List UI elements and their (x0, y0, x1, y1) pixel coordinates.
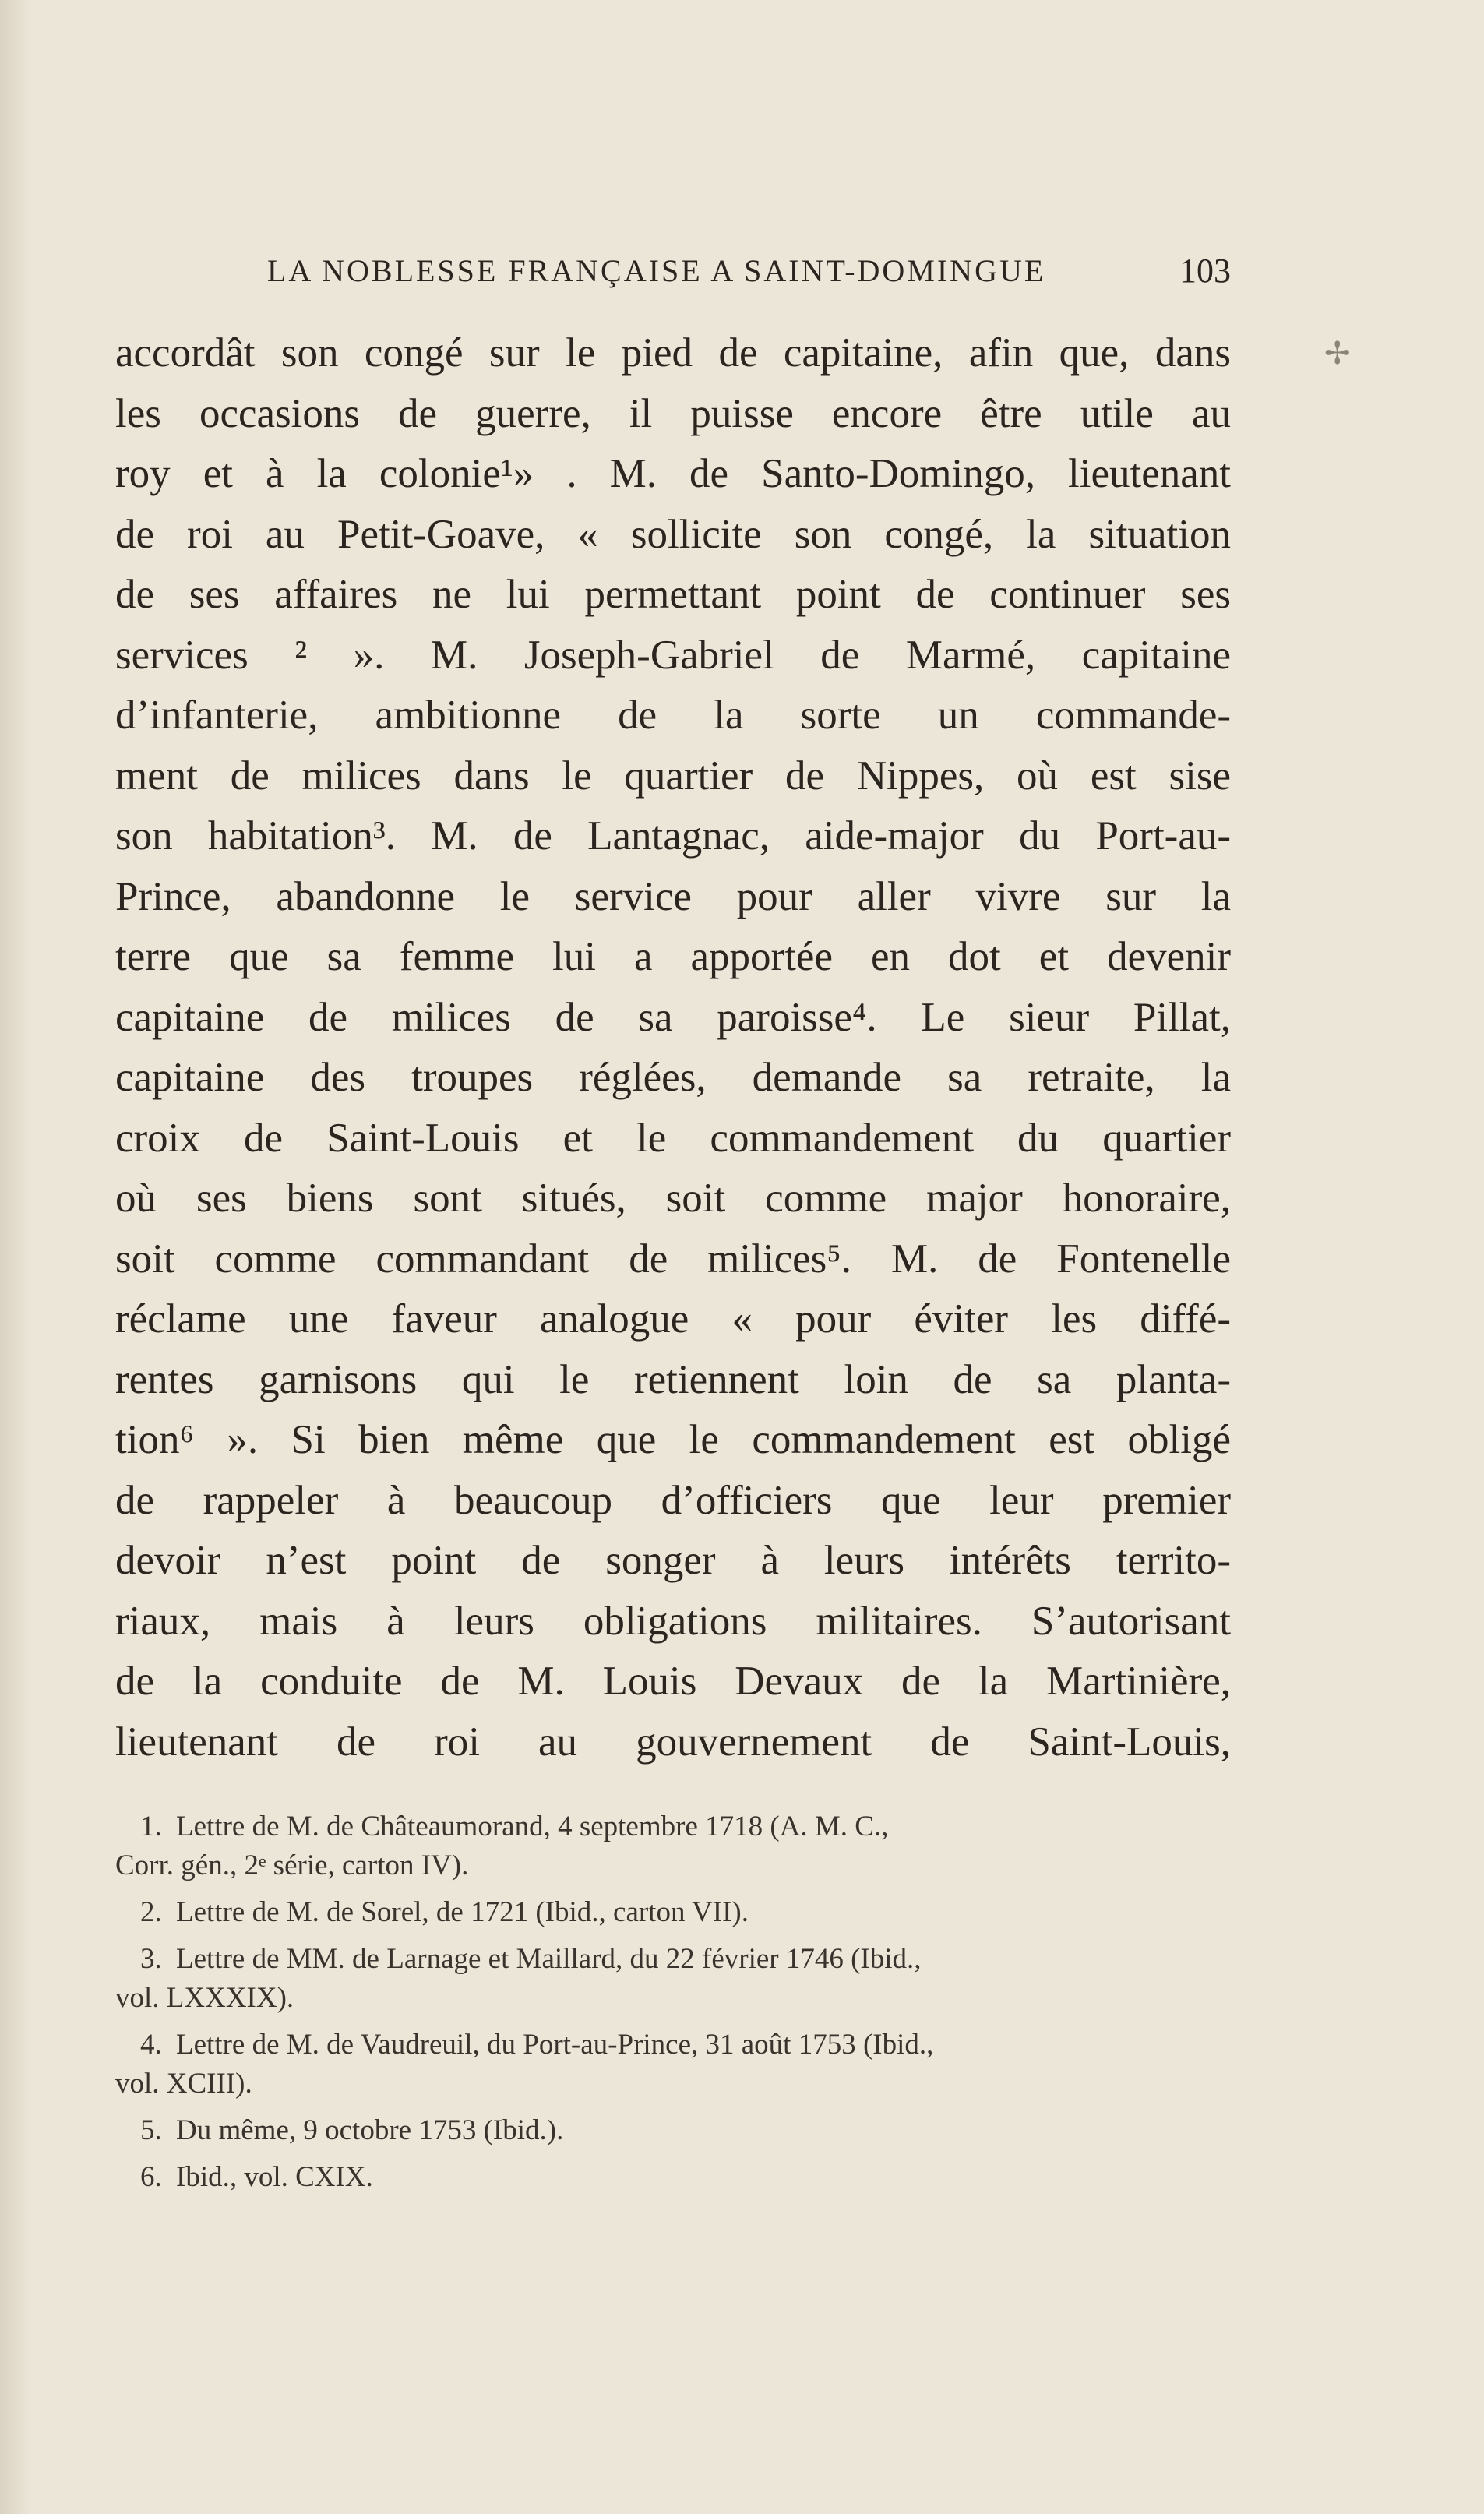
page-edge-shadow (0, 0, 31, 2514)
footnote (115, 2158, 1231, 2197)
footnote-label: 2. (140, 1896, 162, 1928)
body-line: d’infanterie, ambitionne de la sorte un commande- (115, 693, 1231, 738)
footnote-label: 4. (140, 2029, 162, 2061)
margin-mark-icon: ✢ (1324, 336, 1351, 371)
footnote-line (115, 1979, 1231, 2018)
footnote-text: vol. XCIII). (115, 2068, 252, 2100)
footnote (115, 2111, 1231, 2150)
footnote-text: Du même, 9 octobre 1753 (Ibid.). (176, 2114, 564, 2146)
footnote-line (115, 1807, 1231, 1846)
body-line: de rappeler à beaucoup d’officiers que leur premier (115, 1477, 1231, 1523)
footnote-line (115, 2064, 1231, 2103)
body-line: tion⁶ ». Si bien même que le commandement est obligé (115, 1417, 1231, 1462)
footnote-label: 5. (140, 2114, 162, 2146)
footnote-label: 3. (140, 1943, 162, 1975)
body-line: de ses affaires ne lui permettant point de continuer ses (115, 572, 1231, 617)
footnote-line (115, 2111, 1231, 2150)
page-header (115, 248, 1231, 294)
footnotes (115, 1807, 1231, 2205)
body-line: croix de Saint-Louis et le commandement du quartier (115, 1115, 1231, 1161)
footnote (115, 1940, 1231, 2018)
footnote-text: Lettre de M. de Châteaumorand, 4 septembre 1718 (A. M. C., (176, 1811, 889, 1842)
body-line: accordât son congé sur le pied de capitaine, afin que, dans (115, 330, 1231, 376)
footnote-line (115, 2026, 1231, 2064)
body-line: son habitation³. M. de Lantagnac, aide-major du Port-au- (115, 813, 1231, 859)
body-line: Prince, abandonne le service pour aller vivre sur la (115, 873, 1231, 919)
footnote (115, 2026, 1231, 2103)
body-line: devoir n’est point de songer à leurs intérêts territo- (115, 1538, 1231, 1583)
body-line: de roi au Petit-Goave, « sollicite son congé, la situation (115, 511, 1231, 557)
body-line: roy et à la colonie¹» . M. de Santo-Domingo, lieutenant (115, 451, 1231, 496)
footnote-text: Lettre de MM. de Larnage et Maillard, du 22 février 1746 (Ibid., (176, 1943, 922, 1975)
body-line: capitaine de milices de sa paroisse⁴. Le sieur Pillat, (115, 994, 1231, 1040)
running-head: LA NOBLESSE FRANÇAISE A SAINT-DOMINGUE (267, 253, 1046, 288)
footnote (115, 1807, 1231, 1885)
footnote-text: Corr. gén., 2ᵉ série, carton IV). (115, 1849, 469, 1881)
footnote-line (115, 1940, 1231, 1979)
body-line: où ses biens sont situés, soit comme major honoraire, (115, 1176, 1231, 1221)
body-line: réclame une faveur analogue « pour éviter les diffé- (115, 1296, 1231, 1342)
body-line: riaux, mais à leurs obligations militaires. S’autorisant (115, 1598, 1231, 1644)
body-line: capitaine des troupes réglées, demande sa retraite, la (115, 1055, 1231, 1100)
body-line: les occasions de guerre, il puisse encore être utile au (115, 390, 1231, 436)
footnote-line (115, 1846, 1231, 1885)
footnote-label: 1. (140, 1811, 162, 1842)
footnote-line (115, 1893, 1231, 1932)
body-line: ment de milices dans le quartier de Nippes, où est sise (115, 753, 1231, 799)
body-line: services ² ». M. Joseph-Gabriel de Marmé, capitaine (115, 632, 1231, 678)
body-line: soit comme commandant de milices⁵. M. de Fontenelle (115, 1236, 1231, 1282)
page-number: 103 (1179, 252, 1231, 290)
body-line: de la conduite de M. Louis Devaux de la Martinière, (115, 1659, 1231, 1704)
footnote-label: 6. (140, 2161, 162, 2193)
footnote-text: Lettre de M. de Vaudreuil, du Port-au-Prince, 31 août 1753 (Ibid., (176, 2029, 934, 2061)
footnote-text: vol. LXXXIX). (115, 1982, 294, 2014)
footnote-text: Ibid., vol. CXIX. (176, 2161, 373, 2193)
footnote (115, 1893, 1231, 1932)
body-line: lieutenant de roi au gouvernement de Saint-Louis, (115, 1719, 1231, 1765)
body-line: rentes garnisons qui le retiennent loin de sa planta- (115, 1356, 1231, 1402)
footnote-text: Lettre de M. de Sorel, de 1721 (Ibid., carton VII). (176, 1896, 749, 1928)
body-text (115, 323, 1231, 1772)
footnote-line (115, 2158, 1231, 2197)
body-line: terre que sa femme lui a apportée en dot et devenir (115, 934, 1231, 979)
